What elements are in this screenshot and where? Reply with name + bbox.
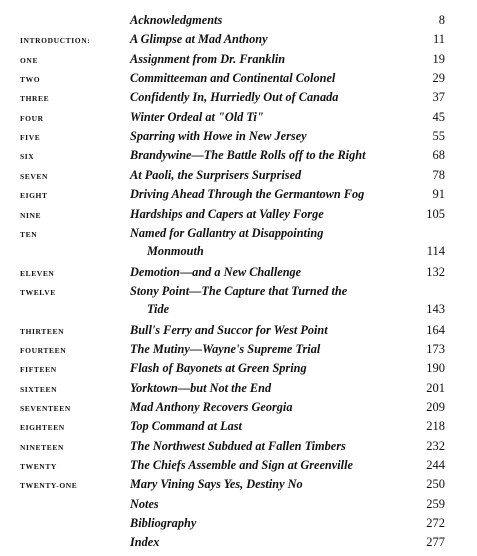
toc-entry xyxy=(0,399,477,418)
chapter-number: EIGHTEEN xyxy=(20,423,65,433)
page-number: 78 xyxy=(432,167,445,182)
toc-entry xyxy=(0,206,477,225)
toc-entry xyxy=(0,167,477,186)
chapter-title: The Chiefs Assemble and Sign at Greenville xyxy=(130,458,353,473)
chapter-number: NINE xyxy=(20,210,42,220)
page-number: 8 xyxy=(438,13,445,27)
chapter-number: EIGHT xyxy=(20,191,48,201)
chapter-title: Driving Ahead Through the Germantown Fog xyxy=(130,187,365,202)
chapter-number: SEVEN xyxy=(20,171,49,181)
chapter-title: Winter Ordeal at "Old Ti" xyxy=(130,109,264,124)
page-number: 209 xyxy=(426,400,445,414)
page-number: 218 xyxy=(426,419,445,434)
chapter-title: Demotion—and a New Challenge xyxy=(130,264,302,279)
chapter-number: SIXTEEN xyxy=(20,384,58,394)
chapter-title: Mad Anthony Recovers Georgia xyxy=(130,400,293,414)
toc-entry xyxy=(0,12,477,31)
chapter-number: FIVE xyxy=(20,133,41,143)
chapter-number: THIRTEEN xyxy=(20,326,65,336)
chapter-title: A Glimpse at Mad Anthony xyxy=(130,32,268,47)
chapter-number: ONE xyxy=(20,55,39,65)
page-number: 173 xyxy=(426,341,445,356)
chapter-title: Yorktown—but Not the End xyxy=(130,380,272,395)
chapter-title-continuation: Monmouth xyxy=(147,243,204,258)
page-number: 132 xyxy=(426,264,445,279)
page-number: 164 xyxy=(426,322,445,337)
toc-entry xyxy=(0,51,477,70)
page-number: 105 xyxy=(426,206,445,221)
page-number: 272 xyxy=(426,516,445,531)
page-number: 201 xyxy=(426,380,445,395)
page-number: 244 xyxy=(426,458,445,473)
chapter-title-continuation: Tide xyxy=(147,301,170,316)
page-number: 190 xyxy=(426,361,445,376)
page-number: 37 xyxy=(432,90,445,105)
toc-entry xyxy=(0,70,477,89)
toc-entry xyxy=(0,322,477,341)
chapter-title: Index xyxy=(130,535,160,550)
page-number: 259 xyxy=(426,496,445,511)
page-number: 232 xyxy=(426,438,445,453)
chapter-title: Notes xyxy=(130,496,159,511)
chapter-title: Top Command at Last xyxy=(130,419,242,434)
toc-entry xyxy=(0,186,477,205)
page-number: 277 xyxy=(426,535,445,550)
chapter-number: THREE xyxy=(20,94,50,104)
chapter-number: FOUR xyxy=(20,113,44,123)
chapter-title: At Paoli, the Surprisers Surprised xyxy=(130,167,302,182)
toc-entry xyxy=(0,31,477,50)
toc-entry xyxy=(0,264,477,283)
chapter-title: Confidently In, Hurriedly Out of Canada xyxy=(130,90,339,105)
chapter-number: FIFTEEN xyxy=(20,365,57,375)
toc-entry xyxy=(0,283,477,316)
chapter-title: Acknowledgments xyxy=(130,13,223,27)
chapter-title: Assignment from Dr. Franklin xyxy=(130,51,286,66)
page-number: 45 xyxy=(432,109,445,124)
chapter-number: TWENTY-ONE xyxy=(20,481,78,491)
chapter-title: Stony Point—The Capture that Turned the xyxy=(130,283,348,298)
chapter-title: Brandywine—The Battle Rolls off to the Right xyxy=(130,148,366,163)
page-number: 19 xyxy=(432,51,445,66)
page-number: 91 xyxy=(432,187,445,202)
page-number: 250 xyxy=(426,477,445,492)
chapter-number: INTRODUCTION: xyxy=(20,36,91,46)
chapter-title: Committeeman and Continental Colonel xyxy=(130,71,336,86)
chapter-title: Hardships and Capers at Valley Forge xyxy=(130,206,324,221)
chapter-number: ELEVEN xyxy=(20,268,55,278)
chapter-title: Mary Vining Says Yes, Destiny No xyxy=(130,477,303,492)
toc-entry xyxy=(0,515,477,534)
toc-entry xyxy=(0,534,477,553)
page-number: 11 xyxy=(432,32,445,47)
toc-entry xyxy=(0,360,477,379)
chapter-title: The Northwest Subdued at Fallen Timbers xyxy=(130,438,346,453)
toc-entry xyxy=(0,341,477,360)
chapter-number: TWENTY xyxy=(20,462,57,472)
page-number: 29 xyxy=(432,71,445,86)
chapter-number: TWO xyxy=(20,75,41,85)
toc-entry xyxy=(0,476,477,495)
toc-entry xyxy=(0,496,477,515)
chapter-title: Sparring with Howe in New Jersey xyxy=(130,129,307,144)
chapter-title: Bibliography xyxy=(130,516,197,531)
chapter-number: SEVENTEEN xyxy=(20,404,71,413)
chapter-title: The Mutiny—Wayne's Supreme Trial xyxy=(130,341,321,356)
toc-entry xyxy=(0,225,477,258)
toc-entry xyxy=(0,457,477,476)
toc-entry xyxy=(0,147,477,166)
toc-entry xyxy=(0,89,477,108)
chapter-number: FOURTEEN xyxy=(20,345,67,355)
page-number: 55 xyxy=(432,129,445,144)
toc-entry xyxy=(0,380,477,399)
toc-entry xyxy=(0,128,477,147)
chapter-number: SIX xyxy=(20,152,35,162)
toc-entry xyxy=(0,438,477,457)
page-number: 68 xyxy=(432,148,445,163)
page-number: 143 xyxy=(426,301,445,316)
chapter-title: Named for Gallantry at Disappointing xyxy=(130,225,324,240)
chapter-number: TWELVE xyxy=(20,287,56,297)
toc-entry xyxy=(0,418,477,437)
chapter-number: NINETEEN xyxy=(20,442,64,452)
chapter-title: Flash of Bayonets at Green Spring xyxy=(130,361,307,376)
chapter-number: TEN xyxy=(20,229,38,239)
page-number: 114 xyxy=(426,243,445,258)
toc-entry xyxy=(0,109,477,128)
chapter-title: Bull's Ferry and Succor for West Point xyxy=(130,322,328,337)
